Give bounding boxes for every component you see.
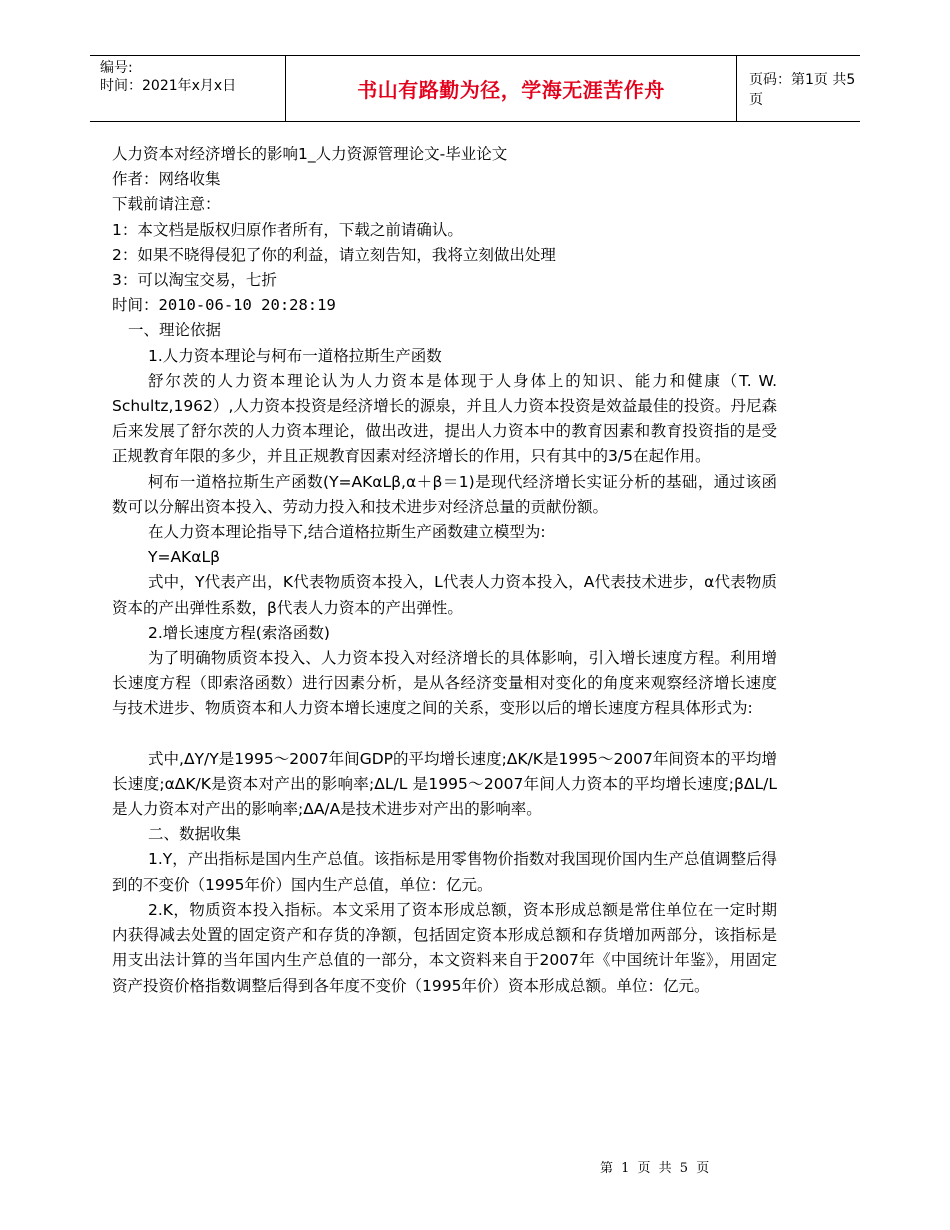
equation-placeholder <box>112 722 777 747</box>
paragraph-growth-equation: 为了明确物质资本投入、人力资本投入对经济增长的具体影响，引入增长速度方程。利用增长速度方程（即索洛函数）进行因素分析，是从各经济变量相对变化的角度来观察经济增长速度与技术进步、物质资本和人力资本增长速度之间的关系，变形以后的增长速度方程具体形式为: <box>112 649 777 718</box>
download-notice: 下载前请注意： <box>112 195 221 214</box>
subsection-heading-2: 2.增长速度方程(索洛函数) <box>148 623 330 642</box>
section-heading-data: 二、数据收集 <box>148 825 242 844</box>
formula: Y=AKαLβ <box>148 548 220 567</box>
subsection-heading-1: 1.人力资本理论与柯布一道格拉斯生产函数 <box>148 346 442 365</box>
notice-item-2: 2：如果不晓得侵犯了你的利益，请立刻告知，我将立刻做出处理 <box>112 245 556 264</box>
document-body <box>112 142 777 999</box>
notice-item-3: 3：可以淘宝交易，七折 <box>112 271 277 290</box>
document-number-label: 编号: <box>100 60 133 76</box>
header-motto-cell <box>286 56 737 121</box>
page-footer: 第 1 页 共 5 页 <box>600 1161 710 1176</box>
page-number-info: 页码：第1页 共5页 <box>749 71 856 108</box>
paragraph-equation-terms: 式中,ΔY/Y是1995～2007年间GDP的平均增长速度;ΔK/K是1995～2007年间资本的平均增长速度;αΔK/K是资本对产出的影响率;ΔL/L 是1995～2007年间人力资本的平均增长速度;βΔL/L是人力资本对产出的影响率;ΔA/A是技术进步对产出的影响率。 <box>112 749 777 819</box>
paragraph-cobb-douglas: 柯布一道格拉斯生产函数(Y=AKαLβ,α＋β＝1)是现代经济增长实证分析的基础，通过该函数可以分解出资本投入、劳动力投入和技术进步对经济总量的贡献份额。 <box>112 472 777 516</box>
document-time: 时间：2010-06-10 20:28:19 <box>112 296 336 315</box>
paragraph-output-indicator: 1.Y，产出指标是国内生产总值。该指标是用零售物价指数对我国现价国内生产总值调整后得到的不变价（1995年价）国内生产总值，单位：亿元。 <box>112 850 777 894</box>
paragraph-capital-indicator: 2.K，物质资本投入指标。本文采用了资本形成总额，资本形成总额是常住单位在一定时期内获得减去处置的固定资产和存货的净额，包括固定资本形成总额和存货增加两部分，该指标是用支出法计算的当年国内生产总值的一部分，本文资料来自于2007年《中国统计年鉴》，用固定资产投资价格指数调整后得到各年度不变价（1995年价）资本形成总额。单位：亿元。 <box>112 900 777 995</box>
document-title: 人力资本对经济增长的影响1_人力资源管理论文-毕业论文 <box>112 145 508 163</box>
paragraph-schultz: 舒尔茨的人力资本理论认为人力资本是体现于人身体上的知识、能力和健康（T. W. Schultz,1962）,人力资本投资是经济增长的源泉，并且人力资本投资是效益最佳的投资。丹尼森后来发展了舒尔茨的人力资本理论，做出改进，提出人力资本中的教育因素和教育投资指的是受正规教育年限的多少，并且正规教育因素对经济增长的作用，只有其中的3/5在起作用。 <box>112 371 777 466</box>
paragraph-variables: 式中，Y代表产出，K代表物质资本投入，L代表人力资本投入，A代表技术进步，α代表物质资本的产出弹性系数，β代表人力资本的产出弹性。 <box>112 573 777 617</box>
header-motto: 书山有路勤为径，学海无涯苦作舟 <box>357 78 665 102</box>
header-meta <box>90 56 286 121</box>
section-heading-theory: 一、理论依据 <box>128 321 222 340</box>
page-header <box>90 55 860 122</box>
document-author: 作者：网络收集 <box>112 170 221 189</box>
header-page-info <box>737 56 860 121</box>
paragraph-model-intro: 在人力资本理论指导下,结合道格拉斯生产函数建立模型为: <box>148 523 546 542</box>
document-time-label: 时间：2021年x月x日 <box>100 78 237 94</box>
notice-item-1: 1：本文档是版权归原作者所有，下载之前请确认。 <box>112 220 463 239</box>
